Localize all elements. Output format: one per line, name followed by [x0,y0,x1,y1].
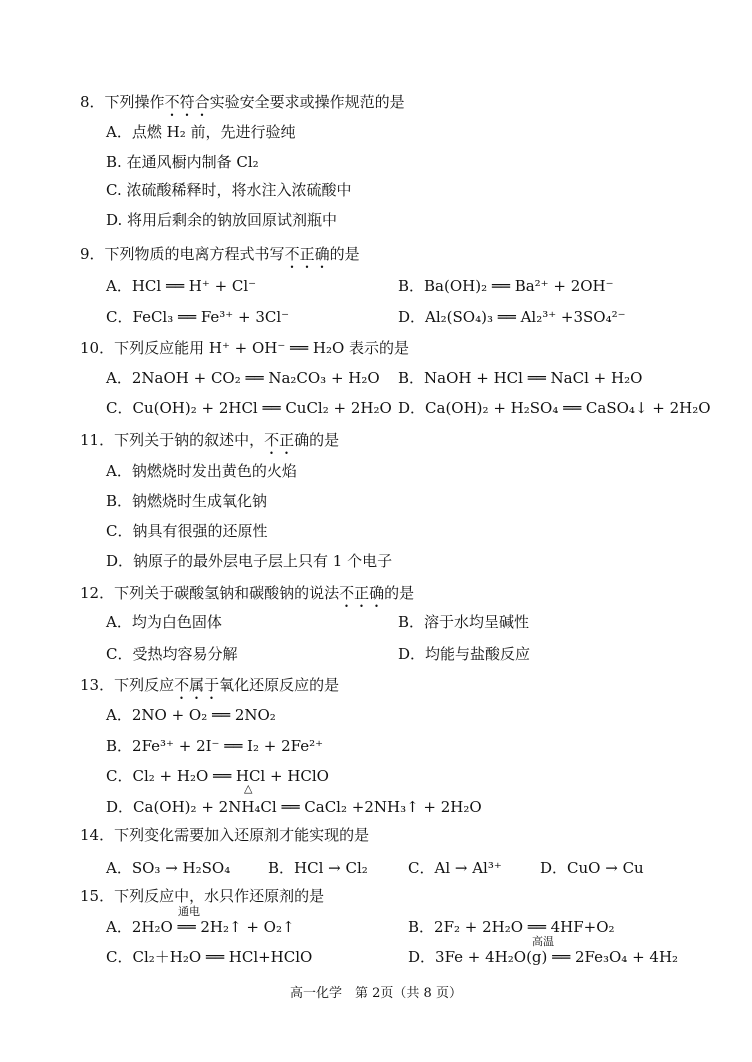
stem-text: 下列关于碳酸氢钠和碳酸钠的说法 [114,584,340,602]
emphasis-text: 不正确 [284,245,330,263]
option [106,307,289,327]
question-number: 11． [80,431,115,449]
option [106,210,337,230]
option-text: Ba(OH)₂ ══ Ba²⁺ + 2OH⁻ [424,277,614,295]
option-label: B． [268,859,295,877]
option-text: Cl₂ + H₂O ══ HCl + HClO [132,767,329,785]
option-label: A． [106,369,132,387]
option-label: B. [106,153,122,171]
question-number: 10． [80,339,115,357]
emphasis-text: 不符合 [164,93,210,111]
emphasis-text: 不正 [264,431,295,449]
stem-text: 下列操作 [104,93,165,111]
question-number: 8． [80,93,105,111]
option-label: B． [106,737,133,755]
option-label: B． [106,492,133,510]
option-text: 2NaOH + CO₂ ══ Na₂CO₃ + H₂O [131,369,380,387]
question-number: 14． [80,826,115,844]
option [106,122,295,142]
option-text: Ca(OH)₂ + 2NH₄Cl ══ CaCl₂ +2NH₃↑ + 2H₂O [133,798,482,816]
option-label: B． [398,613,425,631]
option [106,766,329,786]
option-label: D． [398,399,426,417]
option [106,551,392,571]
option-label: C． [106,645,133,663]
page-footer: 高一化学 第 2页（共 8 页） [290,986,462,1001]
question-15-stem [80,886,324,906]
option-text: Ca(OH)₂ + H₂SO₄ ══ CaSO₄↓ + 2H₂O [425,399,711,417]
stem-text: 下列反应中，水只作还原剂的是 [114,887,325,905]
option-text: SO₃ → H₂SO₄ [131,859,231,877]
question-9-stem [80,244,360,272]
option [408,917,615,937]
option-label: A． [106,706,132,724]
option [106,644,238,664]
option-label: D． [106,552,134,570]
option-text: NaOH + HCl ══ NaCl + H₂O [424,369,643,387]
option-text: 钠燃烧时生成氧化钠 [132,492,268,510]
option [408,947,678,967]
option-text: 均能与盐酸反应 [425,645,531,663]
option [106,705,276,725]
stem-text: 下列反应 [114,676,175,694]
question-number: 12． [80,584,115,602]
option-text: 受热均容易分解 [132,645,238,663]
option-label: B． [398,277,425,295]
stem-text: 下列关于钠的叙述中， [114,431,265,449]
option-text: 钠燃烧时发出黄色的火焰 [131,462,297,480]
option [398,307,626,327]
option-label: D． [398,308,426,326]
option [106,917,295,937]
option-label: D． [106,798,134,816]
option-text: Cl₂＋H₂O ══ HCl+HClO [132,948,313,966]
option-label: C． [106,399,133,417]
question-number: 9． [80,245,105,263]
option-label: A． [106,613,132,631]
reaction-condition: 通电 [178,905,200,918]
option-label: C． [106,767,133,785]
option-text: 3Fe + 4H₂O(g) ══ 2Fe₃O₄ + 4H₂ [435,948,679,966]
option [106,276,256,296]
option-text: 将用后剩余的钠放回原试剂瓶中 [127,211,338,229]
option-text: Al → Al³⁺ [434,859,502,877]
stem-text: 下列反应能用 H⁺ + OH⁻ ══ H₂O 表示的是 [114,339,410,357]
option [540,858,644,878]
option-label: B． [408,918,435,936]
option-text: 钠具有很强的还原性 [132,522,268,540]
option-text: 钠原子的最外层电子层上只有 1 个电子 [133,552,393,570]
stem-text: 下列变化需要加入还原剂才能实现的是 [114,826,370,844]
option [106,521,268,541]
option-text: 2Fe³⁺ + 2I⁻ ══ I₂ + 2Fe²⁺ [132,737,324,755]
option [398,612,529,632]
stem-text: 确的是 [294,431,340,449]
option-text: 溶于水均呈碱性 [424,613,530,631]
option [398,368,642,388]
option-text: CuO → Cu [567,859,644,877]
option-text: 在通风橱内制备 Cl₂ [126,153,259,171]
emphasis-text: 不正确 [339,584,385,602]
option-label: A． [106,918,132,936]
option-text: FeCl₃ ══ Fe³⁺ + 3Cl⁻ [132,308,290,326]
option [268,858,368,878]
question-number: 13． [80,676,115,694]
stem-text: 的是 [384,584,415,602]
option-text: HCl ══ H⁺ + Cl⁻ [131,277,257,295]
option [106,491,267,511]
option-label: A． [106,462,132,480]
option [106,858,230,878]
option-text: 2NO + O₂ ══ 2NO₂ [131,706,276,724]
option-text: 浓硫酸稀释时，将水注入浓硫酸中 [126,181,352,199]
option [408,858,502,878]
reaction-condition: △ [244,782,253,795]
question-10-stem [80,338,409,358]
option [106,461,297,481]
option-label: B． [398,369,425,387]
option-label: A． [106,123,132,141]
question-11-stem [80,430,339,458]
option [398,276,614,296]
option-label: D． [408,948,436,966]
option [106,797,482,817]
option [106,152,259,172]
option-label: A． [106,859,132,877]
question-12-stem [80,583,414,611]
option-label: A． [106,277,132,295]
option-text: Cu(OH)₂ + 2HCl ══ CuCl₂ + 2H₂O [132,399,392,417]
question-number: 15． [80,887,115,905]
option [106,398,392,418]
option-text: 2H₂O ══ 2H₂↑ + O₂↑ [131,918,295,936]
option [106,947,312,967]
option [398,644,530,664]
option-label: C． [408,859,435,877]
emphasis-text: 不属于 [174,676,220,694]
question-13-stem [80,675,339,703]
option-label: D. [106,211,123,229]
stem-text: 的是 [329,245,360,263]
option-text: 2F₂ + 2H₂O ══ 4HF+O₂ [434,918,615,936]
option-label: D． [540,859,568,877]
stem-text: 下列物质的电离方程式书写 [104,245,285,263]
option-label: C． [106,522,133,540]
option [106,180,352,200]
option [106,612,222,632]
option [106,368,380,388]
option-text: 均为白色固体 [131,613,222,631]
stem-text: 实验安全要求或操作规范的是 [209,93,405,111]
option-label: C. [106,181,122,199]
question-14-stem [80,825,369,845]
option-label: C． [106,308,133,326]
option-text: Al₂(SO₄)₃ ══ Al₂³⁺ +3SO₄²⁻ [425,308,626,326]
option-label: C． [106,948,133,966]
option [106,736,323,756]
reaction-condition: 高温 [532,935,554,948]
question-8-stem [80,92,405,120]
option-text: 点燃 H₂ 前，先进行验纯 [131,123,296,141]
option-text: HCl → Cl₂ [294,859,368,877]
option-label: D． [398,645,426,663]
option [398,398,711,418]
stem-text: 氧化还原反应的是 [219,676,340,694]
